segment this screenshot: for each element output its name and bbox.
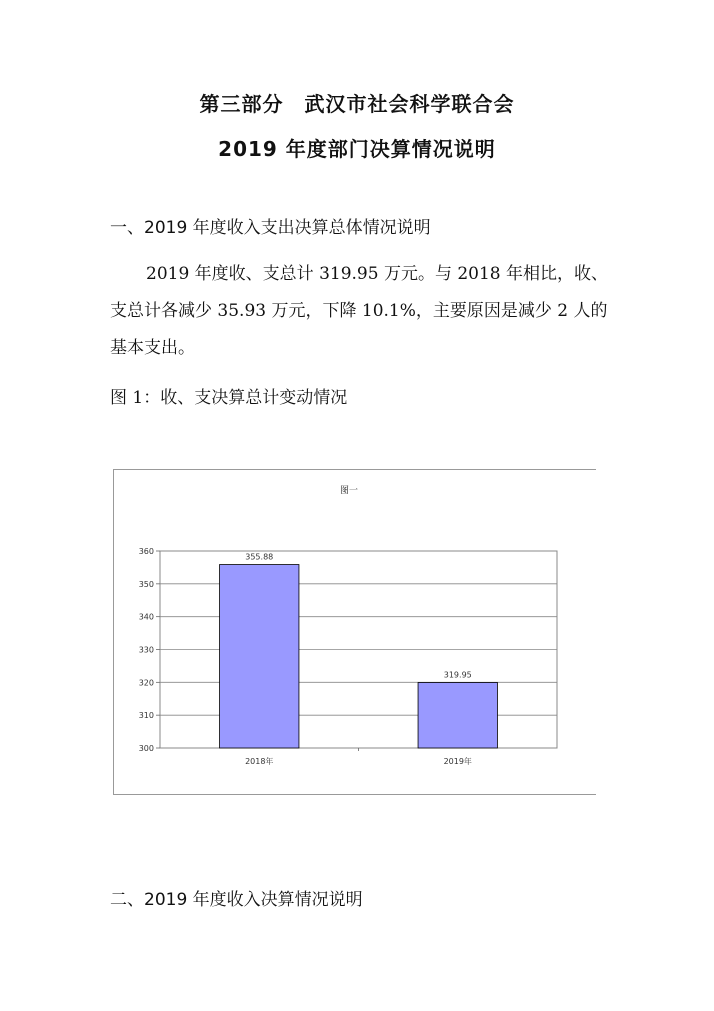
y-tick-label: 330 — [138, 645, 154, 655]
section1-heading: 一、2019 年度收入支出决算总体情况说明 — [110, 218, 431, 238]
bar-chart — [114, 470, 597, 796]
section2-heading: 二、2019 年度收入决算情况说明 — [110, 890, 363, 910]
chart-container — [113, 469, 596, 795]
x-tick-label: 2019年 — [443, 757, 472, 766]
y-tick-label: 320 — [138, 678, 154, 688]
document-title-line2: 2019 年度部门决算情况说明 — [218, 137, 496, 161]
figure-caption: 图 1：收、支决算总计变动情况 — [110, 388, 348, 408]
y-tick-label: 310 — [138, 711, 154, 721]
data-label: 319.95 — [443, 670, 472, 680]
y-tick-label: 360 — [138, 547, 154, 556]
section1-paragraph: 2019 年度收、支总计 319.95 万元。与 2018 年相比，收、支总计各减少 35.93 万元，下降 10.1%，主要原因是减少 2 人的基本支出。 — [110, 264, 609, 358]
x-tick-label: 2018年 — [245, 757, 274, 766]
document-title-line1: 第三部分 武汉市社会科学联合会 — [199, 92, 515, 116]
bar — [418, 682, 497, 748]
y-tick-label: 340 — [138, 612, 154, 622]
chart-title: 图一 — [339, 486, 358, 496]
data-label: 355.88 — [245, 552, 274, 562]
y-tick-label: 300 — [138, 744, 154, 753]
bar — [220, 565, 299, 748]
y-tick-label: 350 — [138, 579, 154, 589]
